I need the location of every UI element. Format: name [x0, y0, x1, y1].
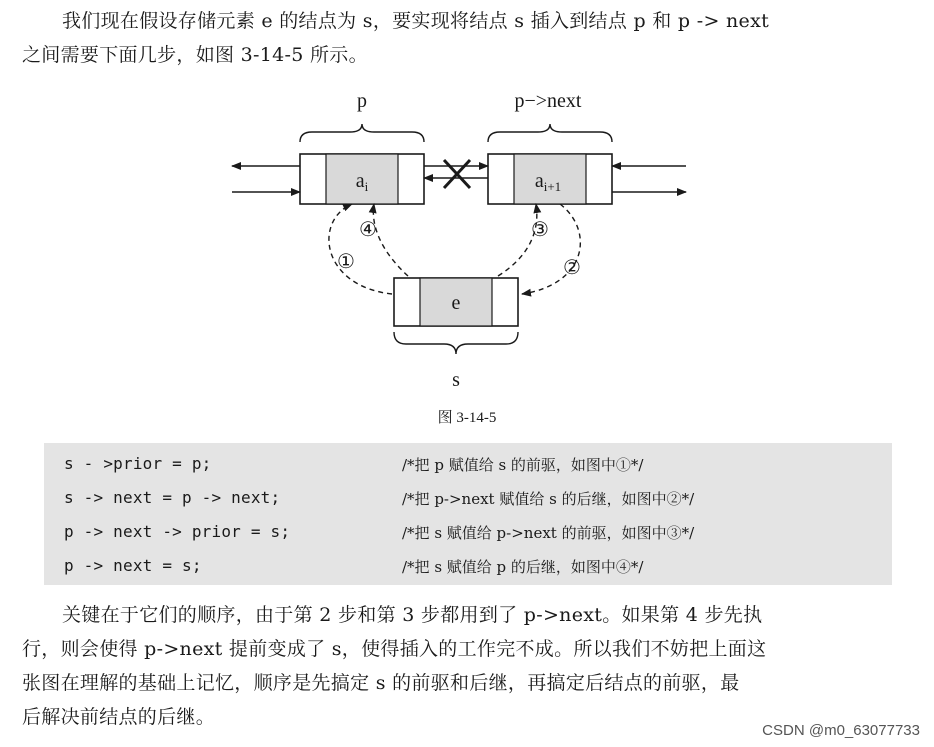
code-comment: /*把 s 赋值给 p 的后继，如图中④*/	[402, 558, 644, 576]
code-statement: p -> next -> prior = s;	[64, 522, 291, 541]
outro-line-2: 行，则会使得 p->next 提前变成了 s，使得插入的工作完不成。所以我们不妨把上面这	[22, 638, 767, 660]
brace-p-next	[488, 124, 612, 142]
code-row	[44, 447, 892, 481]
step-2-arrow	[522, 204, 580, 294]
code-statement: s -> next = p -> next;	[64, 488, 281, 507]
brace-p	[300, 124, 424, 142]
code-comment: /*把 s 赋值给 p->next 的前驱，如图中③*/	[402, 524, 695, 542]
node-s-data: e	[451, 292, 461, 314]
label-s: s	[452, 369, 460, 391]
intro-line-1: 我们现在假设存储元素 e 的结点为 s，要实现将结点 s 插入到结点 p 和 p -> next	[62, 10, 770, 32]
code-row	[44, 515, 892, 549]
node-p-data: a	[355, 170, 365, 192]
step-4-arrow	[373, 204, 408, 276]
step-1-label: ①	[337, 251, 355, 273]
node-p-next	[488, 154, 612, 204]
code-statement: s - >prior = p;	[64, 454, 212, 473]
node-p	[300, 154, 424, 204]
code-row	[44, 549, 892, 583]
node-s	[394, 278, 518, 326]
brace-s	[394, 332, 518, 354]
linked-list-insertion-diagram	[0, 80, 934, 400]
intro-line-2: 之间需要下面几步，如图 3-14-5 所示。	[22, 44, 368, 66]
watermark: CSDN @m0_63077733	[762, 722, 920, 739]
node-p-subscript: i	[364, 179, 369, 194]
outro-line-4: 后解决前结点的后继。	[22, 706, 216, 728]
node-next-subscript: i+1	[543, 179, 562, 194]
outro-line-1: 关键在于它们的顺序，由于第 2 步和第 3 步都用到了 p->next。如果第 4 步先执	[62, 604, 763, 626]
code-row	[44, 481, 892, 515]
intro-paragraph	[22, 4, 912, 72]
outro-paragraph	[22, 598, 912, 734]
cross-mark-icon	[444, 160, 470, 188]
outro-line-3: 张图在理解的基础上记忆，顺序是先搞定 s 的前驱和后继，再搞定后结点的前驱，最	[22, 672, 740, 694]
step-2-label: ②	[563, 257, 581, 279]
node-next-data: a	[534, 170, 544, 192]
step-3-label: ③	[531, 219, 549, 241]
figure-caption: 图 3-14-5	[437, 410, 497, 426]
code-comment: /*把 p 赋值给 s 的前驱，如图中①*/	[402, 456, 644, 474]
code-comment: /*把 p->next 赋值给 s 的后继，如图中②*/	[402, 490, 695, 508]
step-1-arrow	[329, 204, 392, 294]
code-statement: p -> next = s;	[64, 556, 202, 575]
label-p: p	[357, 90, 367, 112]
label-p-next: p−>next	[514, 90, 582, 112]
step-4-label: ④	[359, 219, 377, 241]
code-block	[44, 443, 892, 585]
